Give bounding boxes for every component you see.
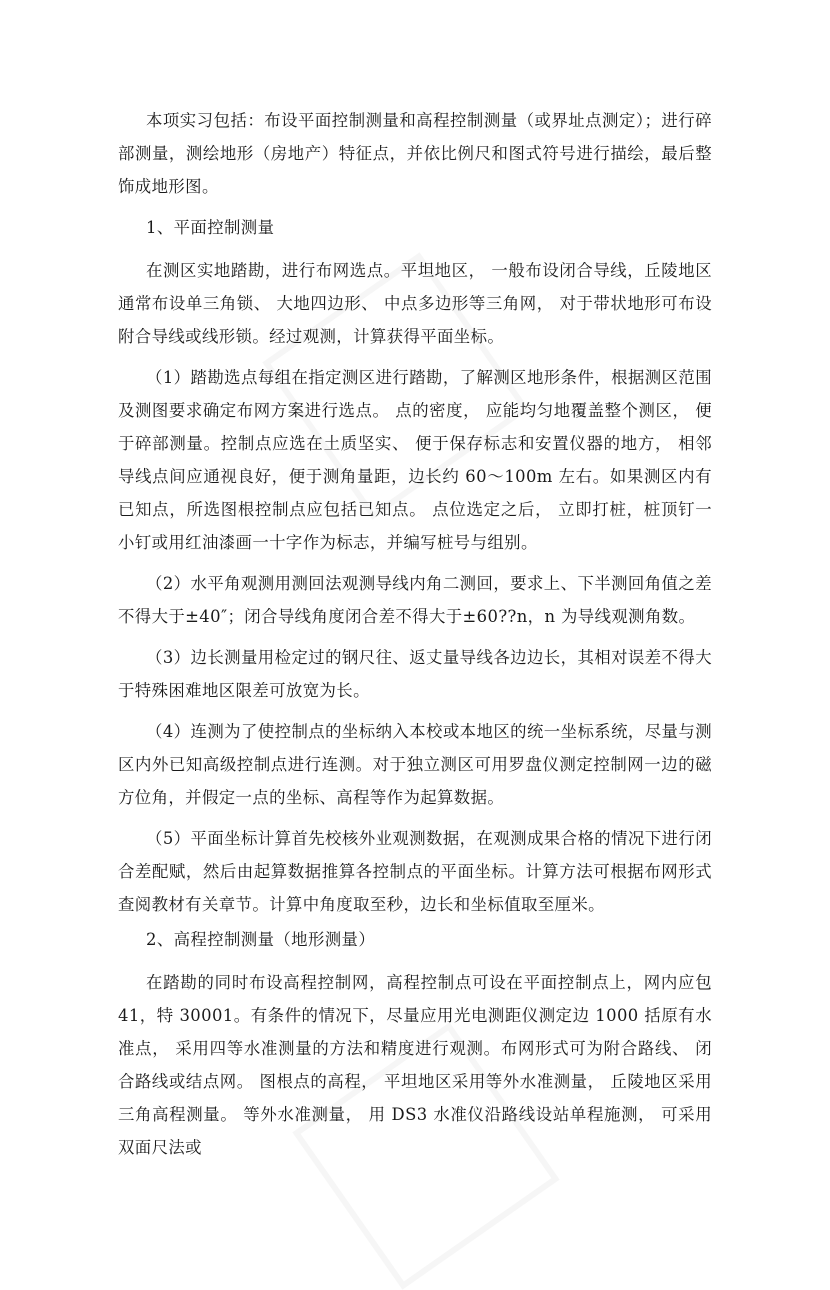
body-paragraph: 在踏勘的同时布设高程控制网，高程控制点可设在平面控制点上，网内应包 41，特 30001。有条件的情况下，尽量应用光电测距仪测定边 1000 括原有水准点， 采用四等水准测量的方法和精度进行观测。布网形式可为附合路线、 闭合路线或结点网。 图根点的高程， 平坦地区采用等外水准测量， 丘陵地区采用三角高程测量。 等外水准测量， 用 DS3 水准仪沿路线设站单程施测， 可采用双面尺法或	[118, 973, 712, 1157]
document-body	[118, 104, 712, 1172]
body-paragraph: （4）连测为了使控制点的坐标纳入本校或本地区的统一坐标系统，尽量与测区内外已知高级控制点进行连测。对于独立测区可用罗盘仪测定控制网一边的磁方位角，并假定一点的坐标、高程等作为起算数据。	[118, 722, 712, 807]
body-paragraph: （2）水平角观测用测回法观测导线内角二测回，要求上、下半测回角值之差不得大于±40″；闭合导线角度闭合差不得大于±60??n，n 为导线观测角数。	[118, 574, 712, 626]
body-paragraph: （5）平面坐标计算首先校核外业观测数据，在观测成果合格的情况下进行闭合差配赋，然后由起算数据推算各控制点的平面坐标。计算方法可根据布网形式查阅教材有关章节。计算中角度取至秒，边长和坐标值取至厘米。	[118, 829, 712, 914]
intro-paragraph: 本项实习包括：布设平面控制测量和高程控制测量（或界址点测定）；进行碎部测量，测绘地形（房地产）特征点，并依比例尺和图式符号进行描绘，最后整饰成地形图。	[118, 111, 712, 196]
section-heading-planar-control: 1、平面控制测量	[146, 218, 275, 237]
body-paragraph: 在测区实地踏勘，进行布网选点。平坦地区， 一般布设闭合导线，丘陵地区通常布设单三角锁、 大地四边形、 中点多边形等三角网， 对于带状地形可布设附合导线或线形锁。经过观测，计算获得平面坐标。	[118, 261, 712, 346]
body-paragraph: （3）边长测量用检定过的钢尺往、返丈量导线各边边长，其相对误差不得大于特殊困难地区限差可放宽为长。	[118, 648, 712, 700]
body-paragraph: （1）踏勘选点每组在指定测区进行踏勘，了解测区地形条件，根据测区范围及测图要求确定布网方案进行选点。 点的密度， 应能均匀地覆盖整个测区， 便于碎部测量。控制点应选在土质坚实、 便于保存标志和安置仪器的地方， 相邻导线点间应通视良好，便于测角量距，边长约 60～100m 左右。如果测区内有已知点，所选图根控制点应包括已知点。 点位选定之后， 立即打桩，桩顶钉一小钉或用红油漆画一十字作为标志，并编写桩号与组别。	[118, 368, 712, 552]
section-heading-elevation-control: 2、高程控制测量（地形测量）	[146, 930, 376, 949]
